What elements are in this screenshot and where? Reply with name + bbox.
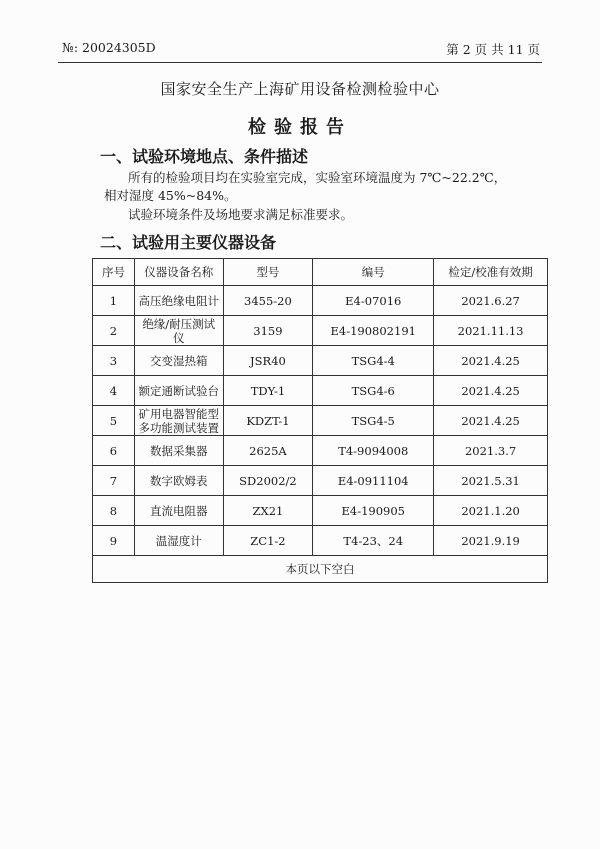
organization-name: 国家安全生产上海矿用设备检测检验中心 — [160, 80, 440, 98]
cell-model: JSR40 — [223, 346, 313, 376]
cell-name: 数字欧姆表 — [134, 466, 223, 496]
cell-index: 2 — [93, 316, 135, 346]
cell-model: 3159 — [223, 316, 313, 346]
table-row — [93, 496, 548, 526]
cell-validity: 2021.11.13 — [434, 316, 548, 346]
table-row — [93, 436, 548, 466]
section1-paragraph1: 所有的检验项目均在实验室完成，实验室环境温度为 7℃~22.2℃，相对湿度 45%~84%。 — [104, 170, 507, 203]
cell-code: E4-07016 — [313, 286, 434, 316]
cell-index: 6 — [93, 436, 135, 466]
cell-model: 3455-20 — [223, 286, 313, 316]
column-header-name: 仪器设备名称 — [134, 259, 223, 286]
report-title: 检验报告 — [248, 117, 352, 138]
cell-validity: 2021.5.31 — [434, 466, 548, 496]
table-footer-row — [93, 556, 548, 583]
cell-name: 温湿度计 — [134, 526, 223, 556]
column-header-code: 编号 — [313, 259, 434, 286]
cell-validity: 2021.3.7 — [434, 436, 548, 466]
cell-model: ZX21 — [223, 496, 313, 526]
table-header-row — [93, 259, 548, 286]
cell-code: TSG4-6 — [313, 376, 434, 406]
cell-code: T4-23、24 — [313, 526, 434, 556]
cell-name: 额定通断试验台 — [134, 376, 223, 406]
cell-name: 直流电阻器 — [134, 496, 223, 526]
cell-index: 3 — [93, 346, 135, 376]
cell-code: T4-9094008 — [313, 436, 434, 466]
cell-code: E4-190905 — [313, 496, 434, 526]
cell-index: 9 — [93, 526, 135, 556]
blank-page-note: 本页以下空白 — [93, 556, 548, 583]
table-row — [93, 286, 548, 316]
cell-model: TDY-1 — [223, 376, 313, 406]
cell-index: 8 — [93, 496, 135, 526]
table-row — [93, 376, 548, 406]
table-body — [93, 286, 548, 583]
section1-paragraph2: 试验环境条件及场地要求满足标准要求。 — [128, 207, 354, 222]
table-row — [93, 466, 548, 496]
column-header-index: 序号 — [93, 259, 135, 286]
cell-name: 交变湿热箱 — [134, 346, 223, 376]
cell-index: 5 — [93, 406, 135, 436]
cell-code: TSG4-5 — [313, 406, 434, 436]
cell-validity: 2021.4.25 — [434, 376, 548, 406]
cell-validity: 2021.9.19 — [434, 526, 548, 556]
equipment-table — [92, 258, 548, 583]
section2-heading: 二、试验用主要仪器设备 — [100, 233, 277, 252]
cell-validity: 2021.6.27 — [434, 286, 548, 316]
cell-validity: 2021.4.25 — [434, 346, 548, 376]
cell-name: 矿用电器智能型多功能测试装置 — [134, 406, 223, 436]
table-row — [93, 526, 548, 556]
table-row — [93, 346, 548, 376]
cell-model: 2625A — [223, 436, 313, 466]
column-header-validity: 检定/校准有效期 — [434, 259, 548, 286]
cell-model: ZC1-2 — [223, 526, 313, 556]
document-number: №: 20024305D — [62, 40, 156, 55]
cell-code: TSG4-4 — [313, 346, 434, 376]
cell-name: 绝缘/耐压测试仪 — [134, 316, 223, 346]
header-divider — [58, 62, 542, 63]
cell-code: E4-190802191 — [313, 316, 434, 346]
cell-validity: 2021.1.20 — [434, 496, 548, 526]
column-header-model: 型号 — [223, 259, 313, 286]
page-info: 第 2 页 共 11 页 — [446, 42, 540, 57]
cell-name: 高压绝缘电阻计 — [134, 286, 223, 316]
table-row — [93, 316, 548, 346]
table-row — [93, 406, 548, 436]
cell-index: 4 — [93, 376, 135, 406]
section1-heading: 一、试验环境地点、条件描述 — [100, 147, 309, 166]
cell-model: KDZT-1 — [223, 406, 313, 436]
cell-code: E4-0911104 — [313, 466, 434, 496]
cell-index: 7 — [93, 466, 135, 496]
cell-validity: 2021.4.25 — [434, 406, 548, 436]
cell-model: SD2002/2 — [223, 466, 313, 496]
cell-name: 数据采集器 — [134, 436, 223, 466]
cell-index: 1 — [93, 286, 135, 316]
